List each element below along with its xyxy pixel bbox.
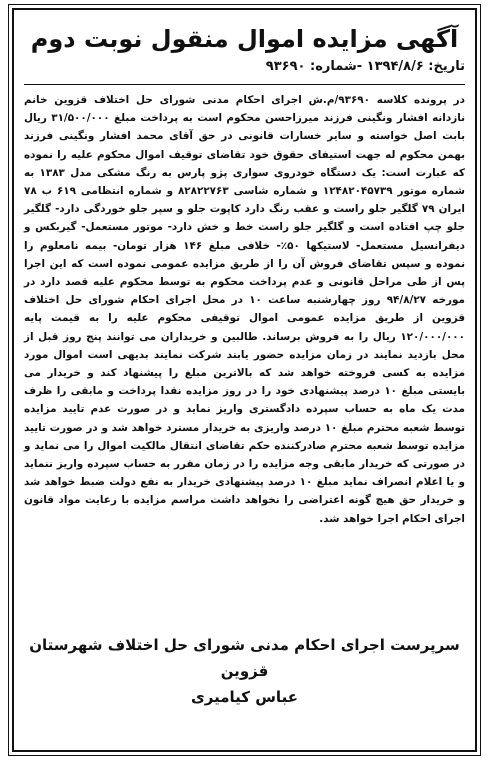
title-divider — [24, 84, 465, 85]
notice-dateline: تاریخ: ۱۳۹۴/۸/۶ -شماره: ۹۳۶۹۰ — [265, 59, 465, 74]
auction-notice — [12, 8, 477, 752]
signature-title: سرپرست اجرای احکام مدنی شورای حل اختلاف شهرستان قزوین — [29, 636, 460, 680]
signature-name: عباس کیامیری — [191, 688, 298, 706]
notice-signature — [14, 632, 475, 710]
notice-body: در پرونده کلاسه ۹۳۶۹۰/م.ش اجرای احکام مدنی شورای حل اختلاف قزوین خانم نازدانه افشار ونگینی فرزند میرزاحسن محکوم است به پرداخت مبلغ ۳۱/۵۰۰/۰۰۰ ریال بابت اصل خواسته و سایر خسارات قانونی در حق آقای محمد افشار ونگینی فرزند بهمن محکوم له جهت استیفای حقوق خود تقاضای توقیف اموال محکوم علیه را نموده که عبارت است: یک دستگاه خودروی سواری پژو پارس به رنگ مشکی مدل ۱۳۸۳ به شماره موتور ۱۲۴۸۲۰۴۵۷۳۹ و شماره شاسی ۸۲۸۲۲۷۶۳ و شماره انتظامی ۶۱۹ ب ۷۸ ایران ۷۹ گلگیر جلو راست و عقب رنگ دارد کاپوت جلو و سپر جلو خوردگی دارد- گلگیر جلو چپ افتاده است و گلگیر جلو راست خط و خش دارد- موتور مستعمل- گیربکس و دیفرانسیل مستعمل- لاستیکها ۵۰٪- خلافی مبلغ ۱۴۶ هزار تومان- بیمه نامعلوم را نموده و سپس تقاضای فروش آن را از طریق مزایده عمومی نموده است که این اجرا پس از طی مراحل قانونی و عدم پرداخت محکوم به توسط محکوم علیه قصد دارد در مورخه ۹۴/۸/۲۷ روز چهارشنبه ساعت ۱۰ در محل اجرای احکام شورای حل اختلاف قزوین از طریق مزایده عمومی اموال توقیفی محکوم علیه را به قیمت پایه ۱۲۰/۰۰۰/۰۰۰ ریال را به فروش برساند. طالبین و خریداران می توانند پنج روز قبل از محل بازدید نمایند در زمان مزایده حضور یابند شرکت نمایند بدیهی است اموال مورد مزایده به کسی فروخته خواهد شد که بالاترین مبلغ را پیشنهاد کند و خریدار می بایستی مبلغ ۱۰ درصد پیشنهادی خود را در روز مزایده نقدا پرداخت و مابقی را ظرف مدت یک ماه به حساب سپرده دادگستری واریز نماید و در صورت عدم تایید مزایده توسط شعبه محترم مبلغ ۱۰ درصد واریزی به خریدار مسترد خواهد شد و در صورت تایید مزایده توسط شعبه محترم صادرکننده حکم تقاضای انتقال مالکیت اموال را می نماید و در صورتی که خریدار مابقی وجه مزایده را در زمان مقرر به حساب سپرده واریز ننماید و یا اعلام انصراف نماید مبلغ ۱۰ درصد پیشنهادی خریدار به نفع دولت ضبط خواهد شد و خریدار حق هیچ گونه اعتراضی را نخواهد داشت مراسم مزایده با رعایت مواد قانون اجرای احکام اجرا خواهد شد. — [24, 94, 466, 525]
notice-title: آگهی مزایده اموال منقول نوبت دوم — [30, 25, 459, 53]
